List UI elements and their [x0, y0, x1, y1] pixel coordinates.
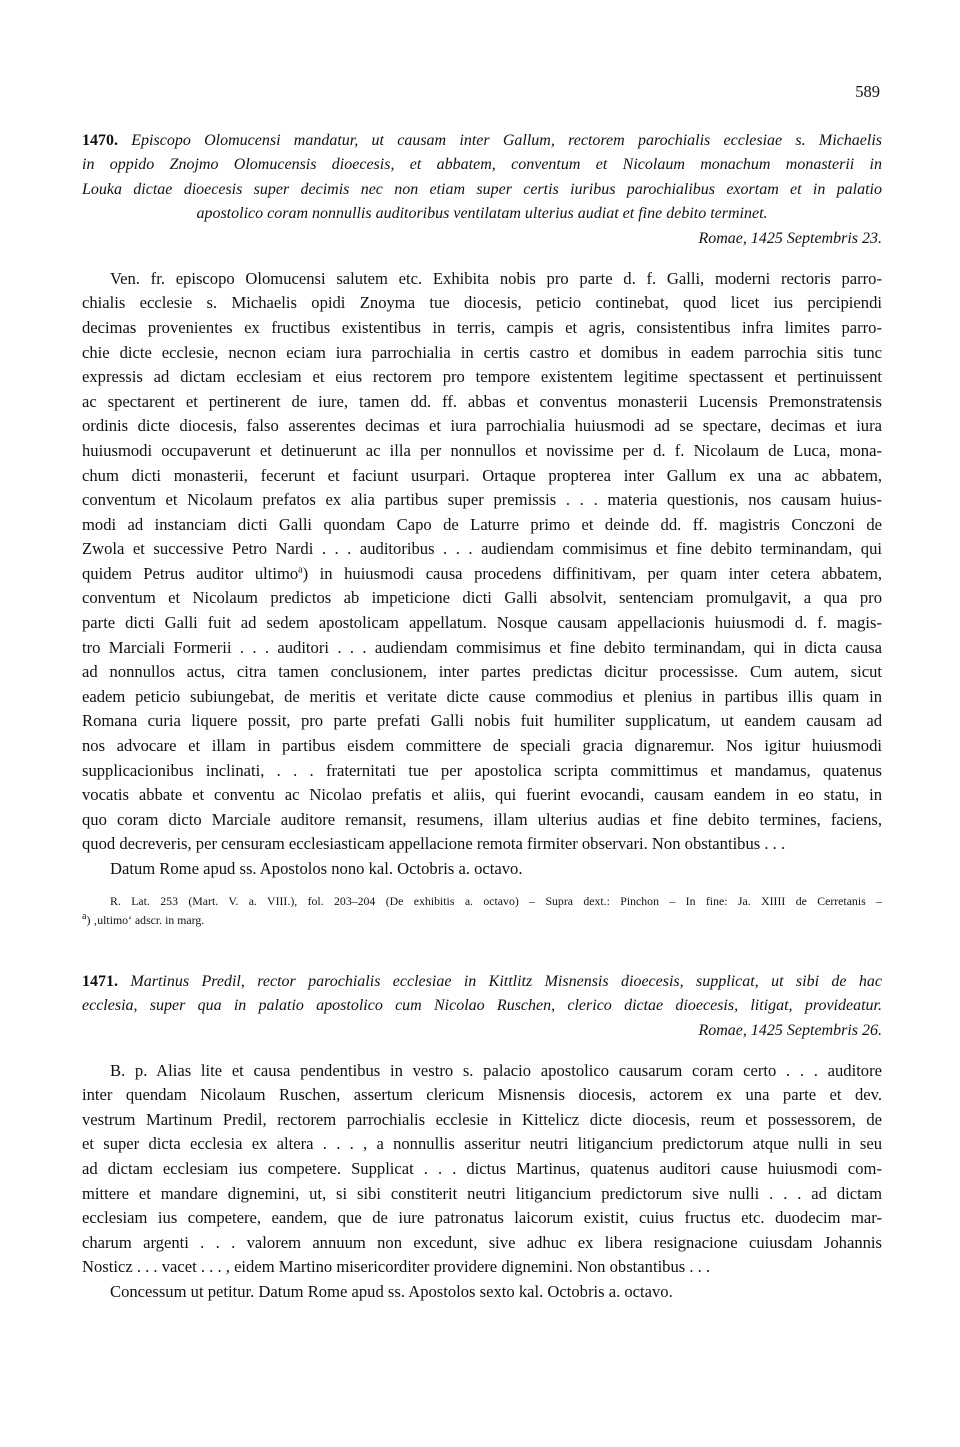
body-line: et super dicta ecclesia ex altera . . . , a nonnullis asseritur neutri litigancium predictorum atque nulli in seu [82, 1134, 882, 1153]
summary-line: in oppido Znojmo Olomucensis dioecesis, et abbatem, conventum et Nicolaum monachum monasterii in [82, 156, 882, 173]
body-line: modi ad instanciam dicti Galli quondam Capo de Laturre primo et deinde dd. ff. magistris Conczoni de [82, 515, 882, 534]
entry-number: 1471. [82, 973, 118, 990]
body-line: vocatis abbate et conventu ac Nicolao prefatis et aliis, qui fuerint evocandi, causam eandem in eo statu, in [82, 785, 882, 804]
body-line: quo coram dicto Marciale auditore remansit, resumens, illam ulterius audias et fine debito termines, faciens, [82, 810, 882, 829]
body-line: vestrum Martinum Predil, rectorem parrochialis ecclesie in Kittelicz dicte diocesis, reum et possessorem, de [82, 1110, 882, 1129]
body-line: Romana curia liquere possit, pro parte prefati Galli nobis fuit humiliter supplicatum, ut eandem causam ad [82, 711, 882, 730]
body-line: Nosticz . . . vacet . . . , eidem Martino misericorditer providere dignemini. Non obstantibus . . . [82, 1257, 711, 1276]
body-line: huiusmodi occupaverunt et detinuerunt ac illa per nonnullos et novissime per d. f. Nicolaum de Luca, mona- [82, 441, 882, 460]
body-line: ecclesiam ius competere, eandem, que de iure patronatus laicorum existit, cuius fructus etc. duodecim mar- [82, 1208, 882, 1227]
body-line: mittere et mandare dignemini, ut, si sibi constiterit neutri litigancium predictorum sive nulli . . . ad dictam [82, 1184, 882, 1203]
body-line: quod decreveris, per censuram ecclesiasticam appellacione remota firmiter observari. Non obstantibus . . . [82, 834, 786, 853]
body-line: ad dictam ecclesiam ius competere. Supplicat . . . dictus Martinus, quatenus auditori cause huiusmodi com- [82, 1159, 882, 1178]
body-line: Ven. fr. episcopo Olomucensi salutem etc. Exhibita nobis pro parte d. f. Galli, moderni rectoris parro- [110, 269, 882, 288]
page-number: 589 [855, 82, 880, 101]
entry-date: Romae, 1425 Septembris 23. [698, 230, 882, 247]
summary-line: Louka dictae dioecesis super decimis nec non etiam super certis iuribus parochialibus exortam et in palatio [82, 181, 882, 198]
summary-line: ecclesia, super qua in palatio apostolico cum Nicolao Ruschen, clerico dictae dioecesis, litigat, provideatur. [82, 997, 882, 1014]
body-line: inter quendam Nicolaum Ruschen, assertum clericum Misnensis diocesis, actorem ex una parte et dev. [82, 1085, 882, 1104]
summary-line: 1471. Martinus Predil, rector parochialis ecclesiae in Kittlitz Misnensis dioecesis, supplicat, ut sibi de hac [82, 973, 883, 990]
body-line: charum argenti . . . valorem annuum non excedunt, sive adhuc ex libera resignacione cuiusdam Johannis [82, 1233, 882, 1252]
body-line: quidem Petrus auditor ultimo$^a$) in huiusmodi causa procedens diffinitivam, per quam inter cetera abbatem, [82, 564, 882, 583]
body-line: conventum et Nicolaum prefatos ex alia partibus super premissis . . . materia questionis, nos causam huius- [82, 490, 882, 509]
body-line: ad nonnullos actus, citra tamen conclusionem, inter partes predictas dicitur processisse. Cum autem, sicut [82, 662, 882, 681]
body-line: expressis ad dictam ecclesiam et eius rectorem pro tempore existentem legitime spectassent et pertinuissent [82, 367, 882, 386]
body-line: Zwola et successive Petro Nardi . . . auditoribus . . . audiendam commisimus et fine debito terminandam, qui [82, 539, 882, 558]
footnote-marker: a [298, 564, 303, 576]
body-line: B. p. Alias lite et causa pendentibus in vestro s. palacio apostolico causarum coram certo . . . auditore [110, 1061, 882, 1080]
note-line: $^a$) ‚ultimo‘ adscr. in marg. [82, 911, 205, 927]
note-line: R. Lat. 253 (Mart. V. a. VIII.), fol. 203–204 (De exhibitis a. octavo) – Supra dext.: Pinchon – In fine: Ja. XIIII de Cerretanis – [110, 894, 882, 908]
footnote-marker: a [82, 911, 87, 923]
body-line: tro Marciali Formerii . . . auditori . . . audiendam commisimus et fine debito terminandam, qui in dicta causa [82, 638, 882, 657]
body-line: chie dicte ecclesie, necnon eciam iura parrochialia in certis castro et domibus in eadem parrochia sitis tunc [82, 343, 882, 362]
body-line: ac spectarent et pertinerent de iure, tamen dd. ff. abbas et conventus monasterii Lucensis Premonstratensis [82, 392, 882, 411]
body-line: nos advocare et illam in partibus eisdem committere de speciali gracia dignaremur. Nos igitur huiusmodi [82, 736, 882, 755]
summary-line: 1470. Episcopo Olomucensi mandatur, ut causam inter Gallum, rectorem parochialis ecclesiae s. Michaelis [82, 132, 883, 149]
body-line: chum dicti monasterii, fecerunt et faciunt usurpari. Ortaque propterea inter Gallum ex una ac abbatem, [82, 466, 882, 485]
body-line: eadem peticio subiungebat, de meritis et veritate dicte cause commodius et plenius in partibus illis quam in [82, 687, 882, 706]
body-line: supplicacionibus inclinati, . . . fraternitati tue per apostolica scripta committimus et mandamus, quatenus [82, 761, 882, 780]
body-line: decimas provenientes ex fructibus existentibus in terris, campis et agris, consistentibus infra limites parro- [82, 318, 882, 337]
body-line: Datum Rome apud ss. Apostolos nono kal. Octobris a. octavo. [110, 859, 523, 878]
entry-date: Romae, 1425 Septembris 26. [698, 1022, 882, 1039]
entry-number: 1470. [82, 132, 118, 149]
body-line: ordinis dicte diocesis, falso asserentes decimas et iura parrochialia huiusmodi ad se spectare, decimas et iura [82, 416, 882, 435]
summary-line: apostolico coram nonnullis auditoribus ventilatam ulterius audiat et fine debito terminet. [196, 205, 768, 222]
body-line: Concessum ut petitur. Datum Rome apud ss. Apostolos sexto kal. Octobris a. octavo. [110, 1282, 673, 1301]
body-line: chialis ecclesie s. Michaelis opidi Znoyma tue diocesis, peticio continebat, quod licet ius percipiendi [82, 293, 882, 312]
body-line: conventum et Nicolaum predictos ab impeticione dicti Galli absolvit, sentenciam promulgavit, a qua pro [82, 588, 882, 607]
body-line: parte dicti Galli fuit ad sedem apostolicam appellatum. Nosque causam appellacionis huiusmodi d. f. magis- [82, 613, 882, 632]
